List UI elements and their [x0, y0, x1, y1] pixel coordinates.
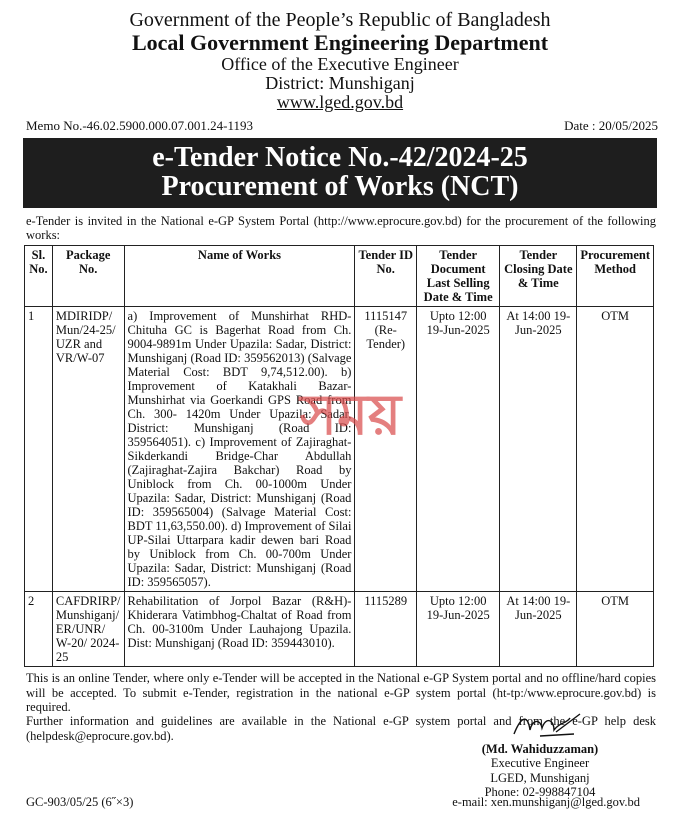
notice-banner	[23, 138, 657, 208]
header-tender-id: Tender ID No.	[355, 246, 417, 307]
signatory-org: LGED, Munshiganj	[490, 770, 590, 785]
cell-package: CAFDRIRP/ Munshiganj/ ER/UNR/ W-20/ 2024-25	[52, 592, 124, 667]
gc-reference: GC-903/05/25 (6˝×3)	[26, 795, 134, 809]
footer-para-1: This is an online Tender, where only e-Tender will be accepted in the National e-GP System portal and no offline/hard copies will be accepted. To submit e-Tender, registration in the national e-GP system portal (ht-tp:/www.eprocure.gov.bd) is required.	[26, 671, 656, 715]
cell-method: OTM	[577, 592, 654, 667]
cell-tender-id: 1115147 (Re-Tender)	[355, 307, 417, 592]
cell-works: a) Improvement of Munshirhat RHD-Chituha GC is Bagerhat Road from Ch. 9004-9891m Under Upazila: Sadar, District: Munshiganj (Road ID: 359562013) (Salvage Material Cost: BDT 9,74,512.00). b) Improvement of Katakhali Bazar-Munshirhat via Goerkandi GPS Road from Ch. 300- 1420m Under Upazila: Sadar, District: Munshiganj (Road ID: 359564051). c) Improvement of Zajiraghat-Sikderkandi Bridge-Char Abdullah (Zajiraghat-Zajira Bakchar) Road by Uniblock from Ch. 00-1000m Under Upazila: Sadar, District: Munshiganj (Road ID: 359565004) (Salvage Material Cost: BDT 11,63,550.00). d) Improvement of Silai UP-Silai Uttarpara kadir dewen bari Road by Uniblock from Ch. 00-700m Under Upazila: Sadar, District: Munshiganj (Road ID: 359565057).	[124, 307, 355, 592]
header-closing: Tender Closing Date & Time	[500, 246, 577, 307]
government-line: Government of the People’s Republic of Bangladesh	[129, 9, 551, 31]
memo-row	[0, 112, 680, 134]
department-name: Local Government Engineering Department	[131, 30, 549, 56]
cell-works: Rehabilitation of Jorpol Bazar (R&H)-Khiderara Vatimbhog-Chaltat of Road from Ch. 00-3100m Under Lauhajong Upazila. Dist: Munshiganj (Road ID: 359443010).	[124, 592, 355, 667]
cell-package: MDIRIDP/ Mun/24-25/ UZR and VR/W-07	[52, 307, 124, 592]
memo-date: Date : 20/05/2025	[564, 117, 658, 133]
cell-method: OTM	[577, 307, 654, 592]
cell-closing: At 14:00 19-Jun-2025	[500, 592, 577, 667]
memo-number: Memo No.-46.02.5900.000.07.001.24-1193	[26, 117, 254, 133]
letterhead	[0, 0, 680, 112]
cell-sl: 1	[25, 307, 53, 592]
table-header-row	[25, 246, 654, 307]
signatory-phone: Phone: 02-998847104	[484, 785, 596, 800]
header-works: Name of Works	[124, 246, 355, 307]
notice-subtitle: Procurement of Works (NCT)	[161, 171, 519, 203]
intro-text: e-Tender is invited in the National e-GP System Portal (http://www.eprocure.gov.bd) for the procurement of the following works:	[26, 213, 656, 242]
newspaper-watermark: সময়	[300, 383, 402, 448]
signature-block	[440, 708, 640, 800]
header-sl: Sl. No.	[25, 246, 53, 307]
header-selling: Tender Document Last Selling Date & Time	[417, 246, 500, 307]
office-name: Office of the Executive Engineer	[221, 53, 459, 74]
signatory-name: (Md. Wahiduzzaman)	[481, 742, 599, 756]
cell-selling: Upto 12:00 19-Jun-2025	[417, 307, 500, 592]
cell-sl: 2	[25, 592, 53, 667]
table-row	[25, 592, 654, 667]
footer-para-2: Further information and guidelines are available in the National e-GP system portal and from the e-GP help desk (helpdesk@eprocure.gov.bd).	[26, 714, 656, 743]
signatory-email: e-mail: xen.munshiganj@lged.gov.bd	[452, 795, 640, 809]
notice-title: e-Tender Notice No.-42/2024-25	[152, 141, 528, 173]
signature-scribble	[440, 708, 640, 742]
cell-closing: At 14:00 19-Jun-2025	[500, 307, 577, 592]
signatory-title: Executive Engineer	[490, 756, 590, 771]
header-method: Procurement Method	[577, 246, 654, 307]
district-line: District: Munshiganj	[265, 72, 415, 93]
header-package: Package No.	[52, 246, 124, 307]
website-link[interactable]: www.lged.gov.bd	[276, 91, 404, 112]
cell-selling: Upto 12:00 19-Jun-2025	[417, 592, 500, 667]
cell-tender-id: 1115289	[355, 592, 417, 667]
